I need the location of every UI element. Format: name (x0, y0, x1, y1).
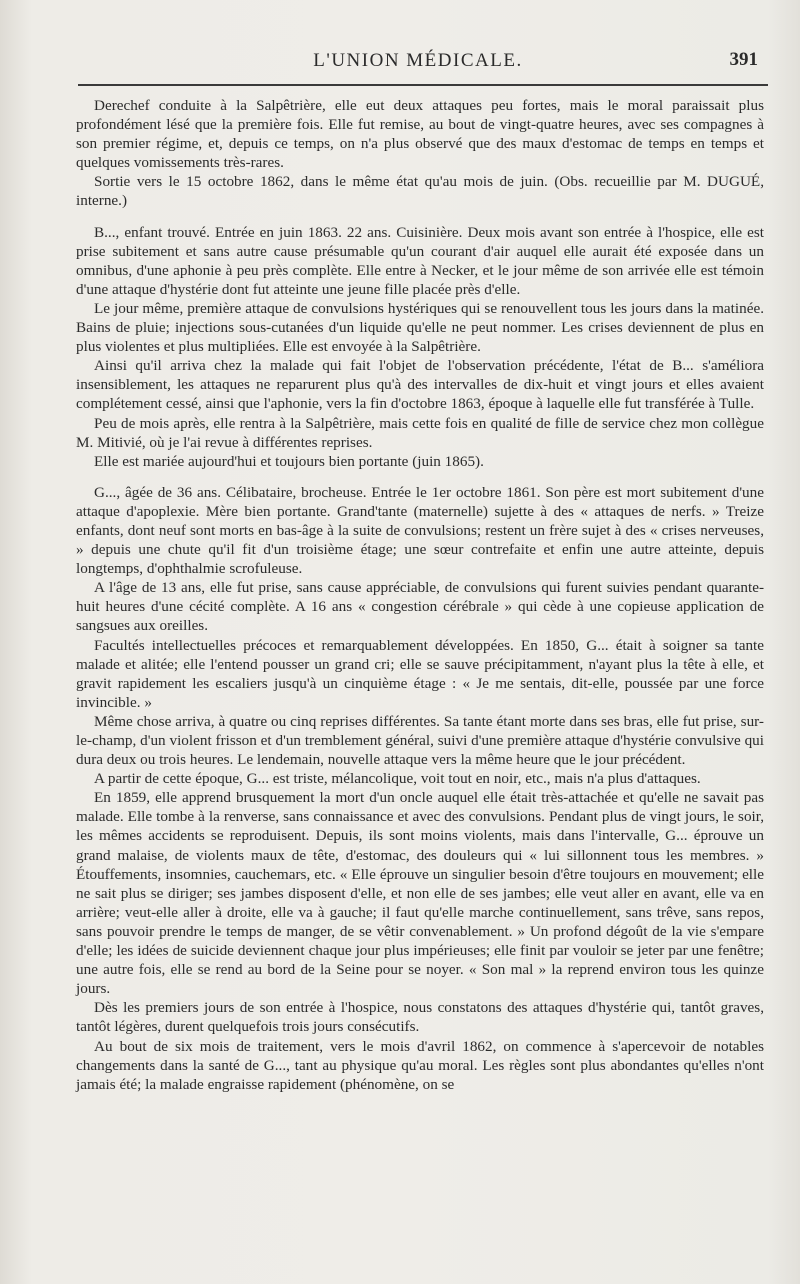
page-number: 391 (729, 49, 758, 70)
paragraph: Peu de mois après, elle rentra à la Salpêtrière, mais cette fois en qualité de fille de service chez mon collègue M. Mitivié, où je l'ai revue à différentes reprises. (76, 414, 764, 451)
paragraph: Ainsi qu'il arriva chez la malade qui fait l'objet de l'observation précédente, l'état de B... s'améliora insensiblement, les attaques ne reparurent plus qu'à des intervalles de dix-huit et vingt jours et elles avaient complétement cessé, ainsi que l'aphonie, vers la fin d'octobre 1863, époque à laquelle elle fut transférée à Tulle. (76, 357, 764, 413)
body-text (76, 96, 764, 1094)
paragraph: A partir de cette époque, G... est triste, mélancolique, voit tout en noir, etc., mais n'a plus d'attaques. (94, 770, 701, 788)
paragraph: Au bout de six mois de traitement, vers le mois d'avril 1862, on commence à s'apercevoir de notables changements dans la santé de G..., tant au physique qu'au moral. Les règles sont plus abondantes qu'elles n'ont jamais été; la malade engraisse rapidement (phénomène, on se (76, 1037, 764, 1093)
running-title: L'UNION MÉDICALE. (313, 50, 523, 71)
paragraph: A l'âge de 13 ans, elle fut prise, sans cause appréciable, de convulsions qui furent suivies pendant quarante-huit heures d'une cécité complète. A 16 ans « congestion cérébrale » qui cède à une copieuse application de sangsues aux oreilles. (76, 579, 764, 635)
paragraph: En 1859, elle apprend brusquement la mort d'un oncle auquel elle était très-attachée et qu'elle ne savait pas malade. Elle tombe à la renverse, sans connaissance et avec des convulsions. Pendant plus de vingt jours, le soir, les mêmes accidents se reproduisent. Depuis, ils sont moins violents, mais dans l'intervalle, G... éprouve un grand malaise, de violents maux de tête, d'estomac, des douleurs qui « lui sillonnent tous les membres. » Étouffements, insomnies, cauchemars, etc. « Elle éprouve un singulier besoin d'être toujours en mouvement; elle ne sait plus se diriger; ses jambes disposent d'elle, et non elle de ses jambes; elle veut aller en avant, elle va en arrière; veut-elle aller à droite, elle va à gauche; il faut qu'elle marche continuellement, sans trêve, sans repos, sans pouvoir prendre le temps de manger, de se vêtir convenablement. » Un profond dégoût de la vie s'empare d'elle; les idées de suicide deviennent chaque jour plus impérieuses; elle finit par vouloir se jeter par une fenêtre; une autre fois, elle se rend au bord de la Seine pour se noyer. « Son mal » la reprend environ tous les quinze jours. (76, 789, 764, 998)
paragraph: Même chose arriva, à quatre ou cinq reprises différentes. Sa tante étant morte dans ses bras, elle fut prise, sur-le-champ, d'un violent frisson et d'un tremblement général, suivi d'une première attaque d'hystérie convulsive qui dura deux ou trois heures. Le lendemain, nouvelle attaque vers la même heure que le jour précédent. (76, 712, 764, 769)
paragraph: G..., âgée de 36 ans. Célibataire, brocheuse. Entrée le 1er octobre 1861. Son père est mort subitement d'une attaque d'apoplexie. Mère bien portante. Grand'tante (maternelle) sujette à des « attaques de nerfs. » Treize enfants, dont neuf sont morts en bas-âge à la suite de convulsions; restent un frère sujet à des « crises nerveuses, » depuis une chute qu'il fit d'un troisième étage; une sœur contrefaite et enfin une autre atteinte, depuis longtemps, d'ophthalmie scrofuleuse. (76, 483, 764, 578)
paragraph: Derechef conduite à la Salpêtrière, elle eut deux attaques peu fortes, mais le moral paraissait plus profondément lésé que la première fois. Elle fut remise, au bout de vingt-quatre heures, avec ses compagnes à son premier régime, et, depuis ce temps, on n'a plus observé que des maux d'estomac de temps en temps et quelques vomissements très-rares. (76, 97, 764, 172)
paragraph: Sortie vers le 15 octobre 1862, dans le même état qu'au mois de juin. (Obs. recueillie par M. DUGUÉ, interne.) (76, 173, 764, 210)
paragraph: Facultés intellectuelles précoces et remarquablement développées. En 1850, G... était à soigner sa tante malade et alitée; elle l'entend pousser un grand cri; elle se sauve précipitamment, n'ayant plus la tête à elle, et gravit rapidement les escaliers jusqu'à un cinquième étage : « Je me sentais, dit-elle, poussée par une force invincible. » (76, 636, 764, 711)
paragraph: Elle est mariée aujourd'hui et toujours bien portante (juin 1865). (94, 452, 484, 470)
paragraph: Le jour même, première attaque de convulsions hystériques qui se renouvellent tous les jours dans la matinée. Bains de pluie; injections sous-cutanées d'un liquide qu'elle ne peut nommer. Les crises deviennent de plus en plus violentes et plus multipliées. Elle est envoyée à la Salpêtrière. (76, 299, 764, 356)
running-header (78, 50, 758, 76)
header-rule (78, 84, 768, 86)
paragraph: Dès les premiers jours de son entrée à l'hospice, nous constatons des attaques d'hystérie qui, tantôt graves, tantôt légères, durent quelquefois trois jours consécutifs. (76, 999, 764, 1036)
paragraph: B..., enfant trouvé. Entrée en juin 1863. 22 ans. Cuisinière. Deux mois avant son entrée à l'hospice, elle est prise subitement et sans autre cause présumable qu'un courant d'air auquel elle aurait été exposée dans un omnibus, d'une aphonie à peu près complète. Elle entre à Necker, et le jour même de son arrivée elle est témoin d'une attaque d'hystérie dont fut atteinte une jeune fille placée près d'elle. (76, 223, 764, 298)
